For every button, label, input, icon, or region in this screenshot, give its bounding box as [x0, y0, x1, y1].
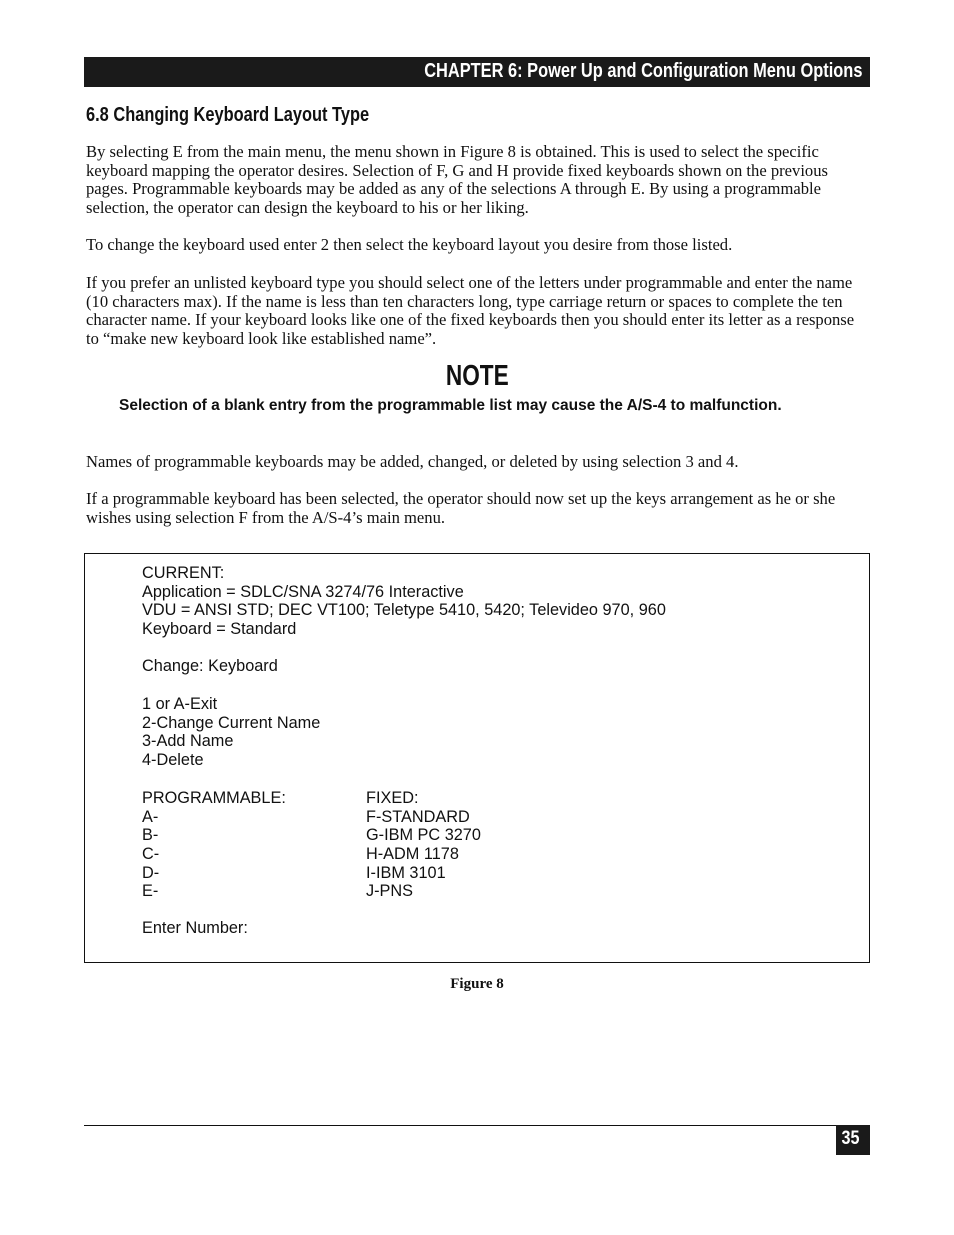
programmable-slot: A- — [142, 807, 159, 826]
fixed-keyboard: F-STANDARD — [366, 807, 470, 826]
programmable-slot: E- — [142, 882, 159, 901]
keyboard-list-row — [142, 882, 481, 901]
menu-line: 3-Add Name — [142, 732, 234, 751]
paragraph-change: To change the keyboard used enter 2 then select the keyboard layout you desire from those listed. — [86, 235, 733, 254]
paragraph-names: Names of programmable keyboards may be added, changed, or deleted by using selection 3 and 4. — [86, 452, 739, 471]
enter-number-prompt: Enter Number: — [142, 919, 248, 937]
section-title: 6.8 Changing Keyboard Layout Type — [86, 104, 370, 126]
keyboard-list — [142, 789, 481, 901]
note-heading-text: NOTE — [445, 360, 509, 392]
menu-line: 4-Delete — [142, 750, 204, 769]
figure-caption: Figure 8 — [450, 976, 504, 992]
menu-line: CURRENT: — [142, 564, 225, 582]
chapter-header-bar — [84, 57, 870, 87]
keyboard-list-row — [142, 808, 481, 827]
menu-line — [142, 676, 666, 695]
programmable-slot: B- — [142, 826, 159, 845]
figure-8-menu — [84, 553, 870, 963]
menu-line: Keyboard = Standard — [142, 620, 297, 639]
fixed-keyboard: H-ADM 1178 — [366, 845, 459, 864]
programmable-header: PROGRAMMABLE: — [142, 789, 286, 807]
menu-line: 2-Change Current Name — [142, 713, 321, 732]
programmable-slot: C- — [142, 845, 160, 864]
menu-line: Change: Keyboard — [142, 657, 278, 676]
keyboard-list-row — [142, 826, 481, 845]
chapter-title: CHAPTER 6: Power Up and Configuration Menu Options — [423, 60, 862, 82]
paragraph-unlisted: If you prefer an unlisted keyboard type you should select one of the letters under programmable and enter the name (10 characters max). If the name is less than ten characters long, type carriage return or spaces to complete the ten character name. If your keyboard looks like one of the fixed keyboards then you should enter its letter as a response to “make new keyboard look like established name”. — [86, 273, 855, 348]
footer-rule — [84, 1125, 870, 1126]
menu-line: 1 or A-Exit — [142, 694, 218, 713]
menu-line: Application = SDLC/SNA 3274/76 Interactive — [142, 582, 464, 601]
fixed-keyboard: J-PNS — [366, 882, 414, 901]
paragraph-intro: By selecting E from the main menu, the menu shown in Figure 8 is obtained. This is used to select the specific keyboard mapping the operator desires. Selection of F, G and H provide fixed keyboards shown on the previous pages. Programmable keyboards may be added as any of the selections A through E. By using a programmable selection, the operator can design the keyboard to his or her liking. — [86, 142, 828, 217]
note-text: Selection of a blank entry from the programmable list may cause the A/S-4 to malfunction. — [119, 397, 782, 414]
page-number-box — [836, 1125, 870, 1155]
paragraph-programmable: If a programmable keyboard has been selected, the operator should now set up the keys arrangement as he or she wishes using selection F from the A/S-4’s main menu. — [86, 489, 836, 527]
note-heading — [0, 360, 954, 393]
menu-line — [142, 639, 666, 658]
programmable-slot: D- — [142, 863, 160, 882]
fixed-keyboard: I-IBM 3101 — [366, 863, 446, 882]
keyboard-list-row — [142, 845, 481, 864]
keyboard-list-row — [142, 864, 481, 883]
fixed-keyboard: G-IBM PC 3270 — [366, 826, 481, 845]
menu-line: VDU = ANSI STD; DEC VT100; Teletype 5410, 5420; Televideo 970, 960 — [142, 601, 666, 620]
menu-lines — [142, 564, 666, 770]
page-number: 35 — [841, 1128, 860, 1149]
fixed-header: FIXED: — [366, 789, 419, 807]
keyboard-list-header — [142, 789, 481, 808]
